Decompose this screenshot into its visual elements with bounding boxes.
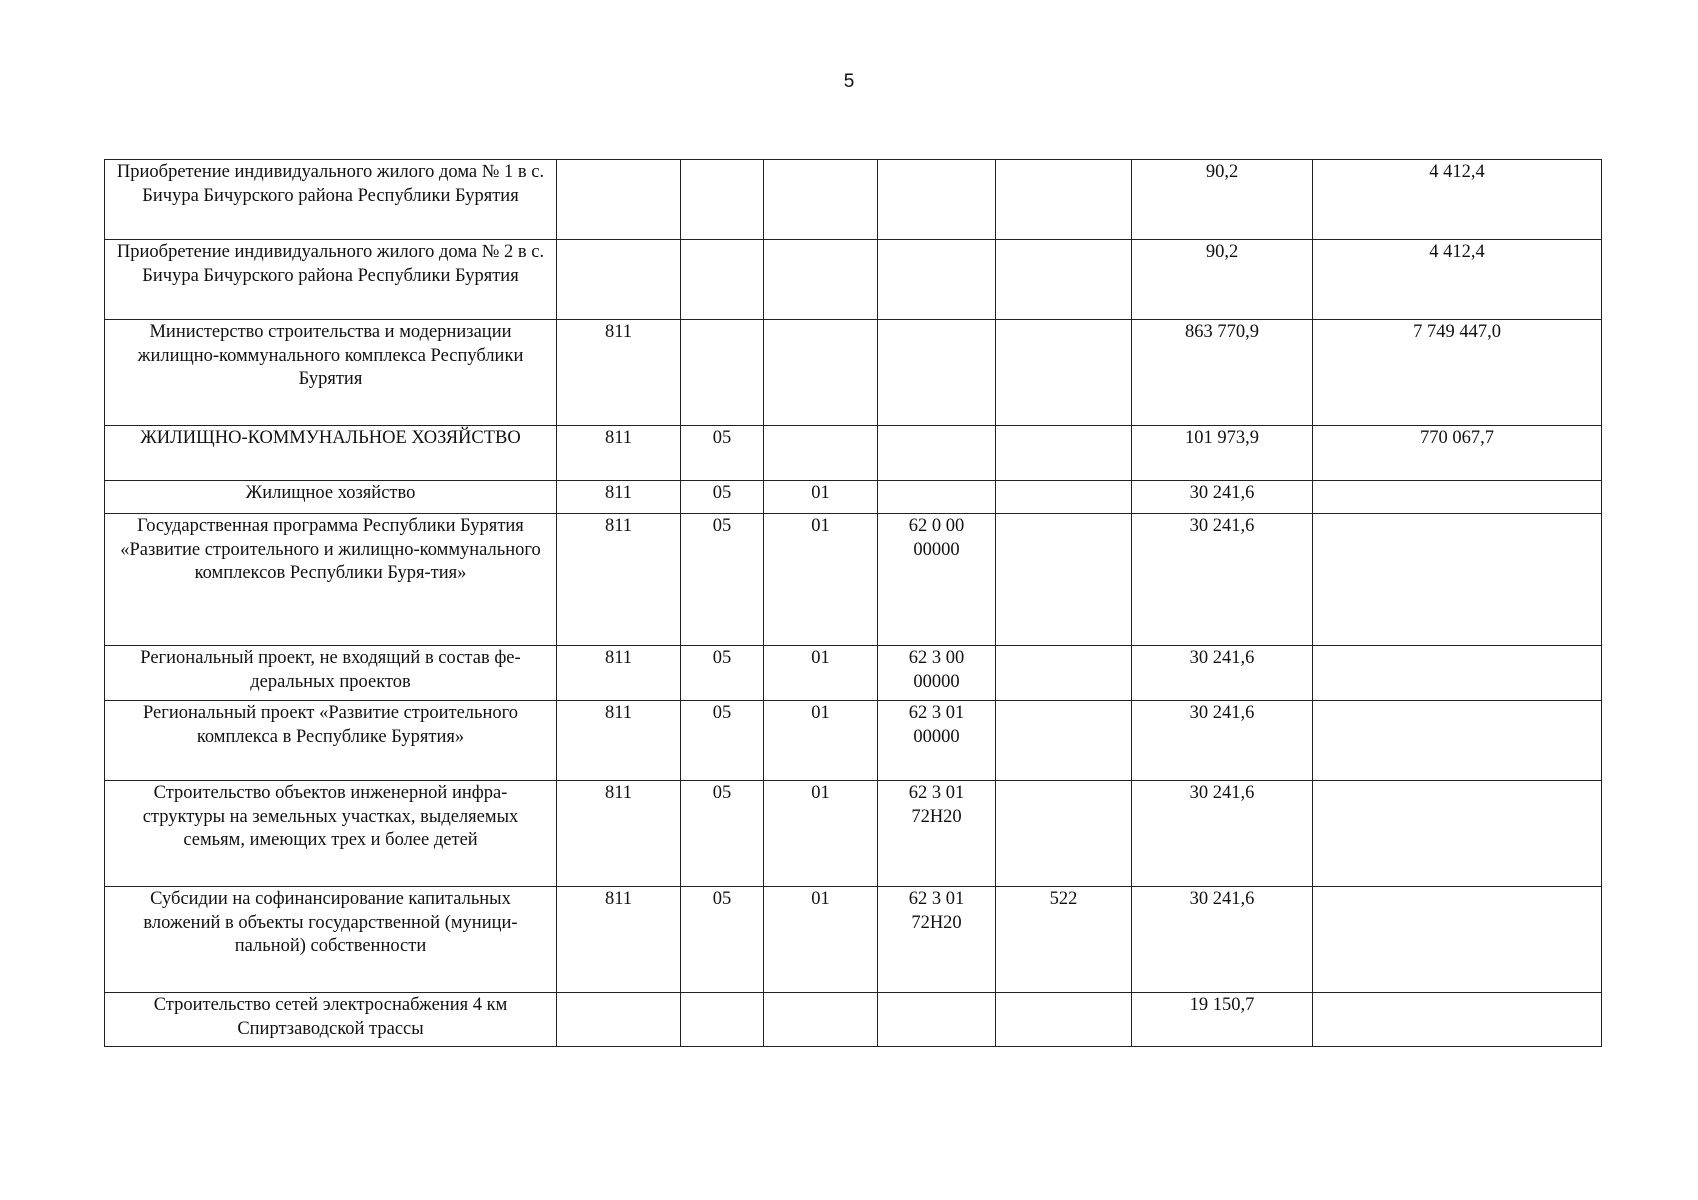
section-code: 05 xyxy=(681,646,764,701)
target-code xyxy=(878,481,996,514)
row-name: Министерство строительства и модернизации жилищно-коммунального комплекса Республики Бурятия xyxy=(105,320,557,426)
ministry-code: 811 xyxy=(557,481,681,514)
ministry-code xyxy=(557,240,681,320)
amount-2 xyxy=(1313,887,1602,993)
amount-1: 30 241,6 xyxy=(1132,481,1313,514)
amount-2: 7 749 447,0 xyxy=(1313,320,1602,426)
table-body xyxy=(105,160,1602,1047)
subsection-code xyxy=(764,426,878,481)
expense-type-code xyxy=(996,240,1132,320)
target-code xyxy=(878,426,996,481)
expense-type-code xyxy=(996,701,1132,781)
amount-1: 101 973,9 xyxy=(1132,426,1313,481)
row-name: Субсидии на софинансирование капитальных вложений в объекты государственной (муници-пальной) собственности xyxy=(105,887,557,993)
amount-2 xyxy=(1313,701,1602,781)
target-code xyxy=(878,240,996,320)
section-code: 05 xyxy=(681,481,764,514)
ministry-code: 811 xyxy=(557,646,681,701)
subsection-code xyxy=(764,320,878,426)
section-code xyxy=(681,240,764,320)
amount-1: 30 241,6 xyxy=(1132,887,1313,993)
section-code: 05 xyxy=(681,887,764,993)
row-name: Региональный проект, не входящий в состав фе-деральных проектов xyxy=(105,646,557,701)
table-row xyxy=(105,240,1602,320)
target-code: 62 3 00 00000 xyxy=(878,646,996,701)
ministry-code: 811 xyxy=(557,514,681,646)
amount-2: 770 067,7 xyxy=(1313,426,1602,481)
row-name: ЖИЛИЩНО-КОММУНАЛЬНОЕ ХОЗЯЙСТВО xyxy=(105,426,557,481)
ministry-code: 811 xyxy=(557,887,681,993)
ministry-code: 811 xyxy=(557,426,681,481)
table-row xyxy=(105,993,1602,1047)
table-row xyxy=(105,701,1602,781)
target-code: 62 3 01 00000 xyxy=(878,701,996,781)
amount-2: 4 412,4 xyxy=(1313,160,1602,240)
subsection-code xyxy=(764,160,878,240)
ministry-code xyxy=(557,993,681,1047)
section-code: 05 xyxy=(681,426,764,481)
amount-1: 30 241,6 xyxy=(1132,646,1313,701)
section-code: 05 xyxy=(681,701,764,781)
subsection-code xyxy=(764,240,878,320)
section-code xyxy=(681,160,764,240)
ministry-code: 811 xyxy=(557,320,681,426)
amount-2: 4 412,4 xyxy=(1313,240,1602,320)
subsection-code: 01 xyxy=(764,887,878,993)
table-row xyxy=(105,646,1602,701)
table-row xyxy=(105,320,1602,426)
amount-1: 863 770,9 xyxy=(1132,320,1313,426)
amount-2 xyxy=(1313,993,1602,1047)
target-code xyxy=(878,993,996,1047)
amount-1: 90,2 xyxy=(1132,240,1313,320)
table-row xyxy=(105,481,1602,514)
amount-1: 30 241,6 xyxy=(1132,514,1313,646)
target-code: 62 0 00 00000 xyxy=(878,514,996,646)
subsection-code: 01 xyxy=(764,701,878,781)
subsection-code: 01 xyxy=(764,781,878,887)
expense-type-code xyxy=(996,646,1132,701)
ministry-code: 811 xyxy=(557,781,681,887)
expense-type-code xyxy=(996,426,1132,481)
target-code: 62 3 01 72Н20 xyxy=(878,781,996,887)
amount-2 xyxy=(1313,781,1602,887)
amount-1: 19 150,7 xyxy=(1132,993,1313,1047)
expense-type-code xyxy=(996,781,1132,887)
row-name: Строительство объектов инженерной инфра-структуры на земельных участках, выделяемых семьям, имеющих трех и более детей xyxy=(105,781,557,887)
row-name: Государственная программа Республики Бурятия «Развитие строительного и жилищно-коммунального комплексов Республики Буря-тия» xyxy=(105,514,557,646)
expense-type-code xyxy=(996,993,1132,1047)
section-code: 05 xyxy=(681,514,764,646)
expense-type-code xyxy=(996,160,1132,240)
amount-1: 30 241,6 xyxy=(1132,701,1313,781)
subsection-code xyxy=(764,993,878,1047)
section-code xyxy=(681,993,764,1047)
row-name: Приобретение индивидуального жилого дома № 2 в с. Бичура Бичурского района Республики Бурятия xyxy=(105,240,557,320)
target-code xyxy=(878,160,996,240)
amount-2 xyxy=(1313,514,1602,646)
amount-2 xyxy=(1313,481,1602,514)
target-code: 62 3 01 72Н20 xyxy=(878,887,996,993)
budget-table xyxy=(104,159,1602,1047)
row-name: Приобретение индивидуального жилого дома № 1 в с. Бичура Бичурского района Республики Бурятия xyxy=(105,160,557,240)
section-code: 05 xyxy=(681,781,764,887)
table-row xyxy=(105,160,1602,240)
page-number: 5 xyxy=(843,71,855,92)
row-name: Строительство сетей электроснабжения 4 км Спиртзаводской трассы xyxy=(105,993,557,1047)
ministry-code: 811 xyxy=(557,701,681,781)
expense-type-code xyxy=(996,320,1132,426)
subsection-code: 01 xyxy=(764,481,878,514)
subsection-code: 01 xyxy=(764,514,878,646)
subsection-code: 01 xyxy=(764,646,878,701)
amount-1: 30 241,6 xyxy=(1132,781,1313,887)
expense-type-code: 522 xyxy=(996,887,1132,993)
row-name: Жилищное хозяйство xyxy=(105,481,557,514)
section-code xyxy=(681,320,764,426)
target-code xyxy=(878,320,996,426)
table-row xyxy=(105,781,1602,887)
table-row xyxy=(105,426,1602,481)
amount-2 xyxy=(1313,646,1602,701)
table-row xyxy=(105,514,1602,646)
expense-type-code xyxy=(996,481,1132,514)
expense-type-code xyxy=(996,514,1132,646)
table-row xyxy=(105,887,1602,993)
amount-1: 90,2 xyxy=(1132,160,1313,240)
ministry-code xyxy=(557,160,681,240)
row-name: Региональный проект «Развитие строительного комплекса в Республике Бурятия» xyxy=(105,701,557,781)
